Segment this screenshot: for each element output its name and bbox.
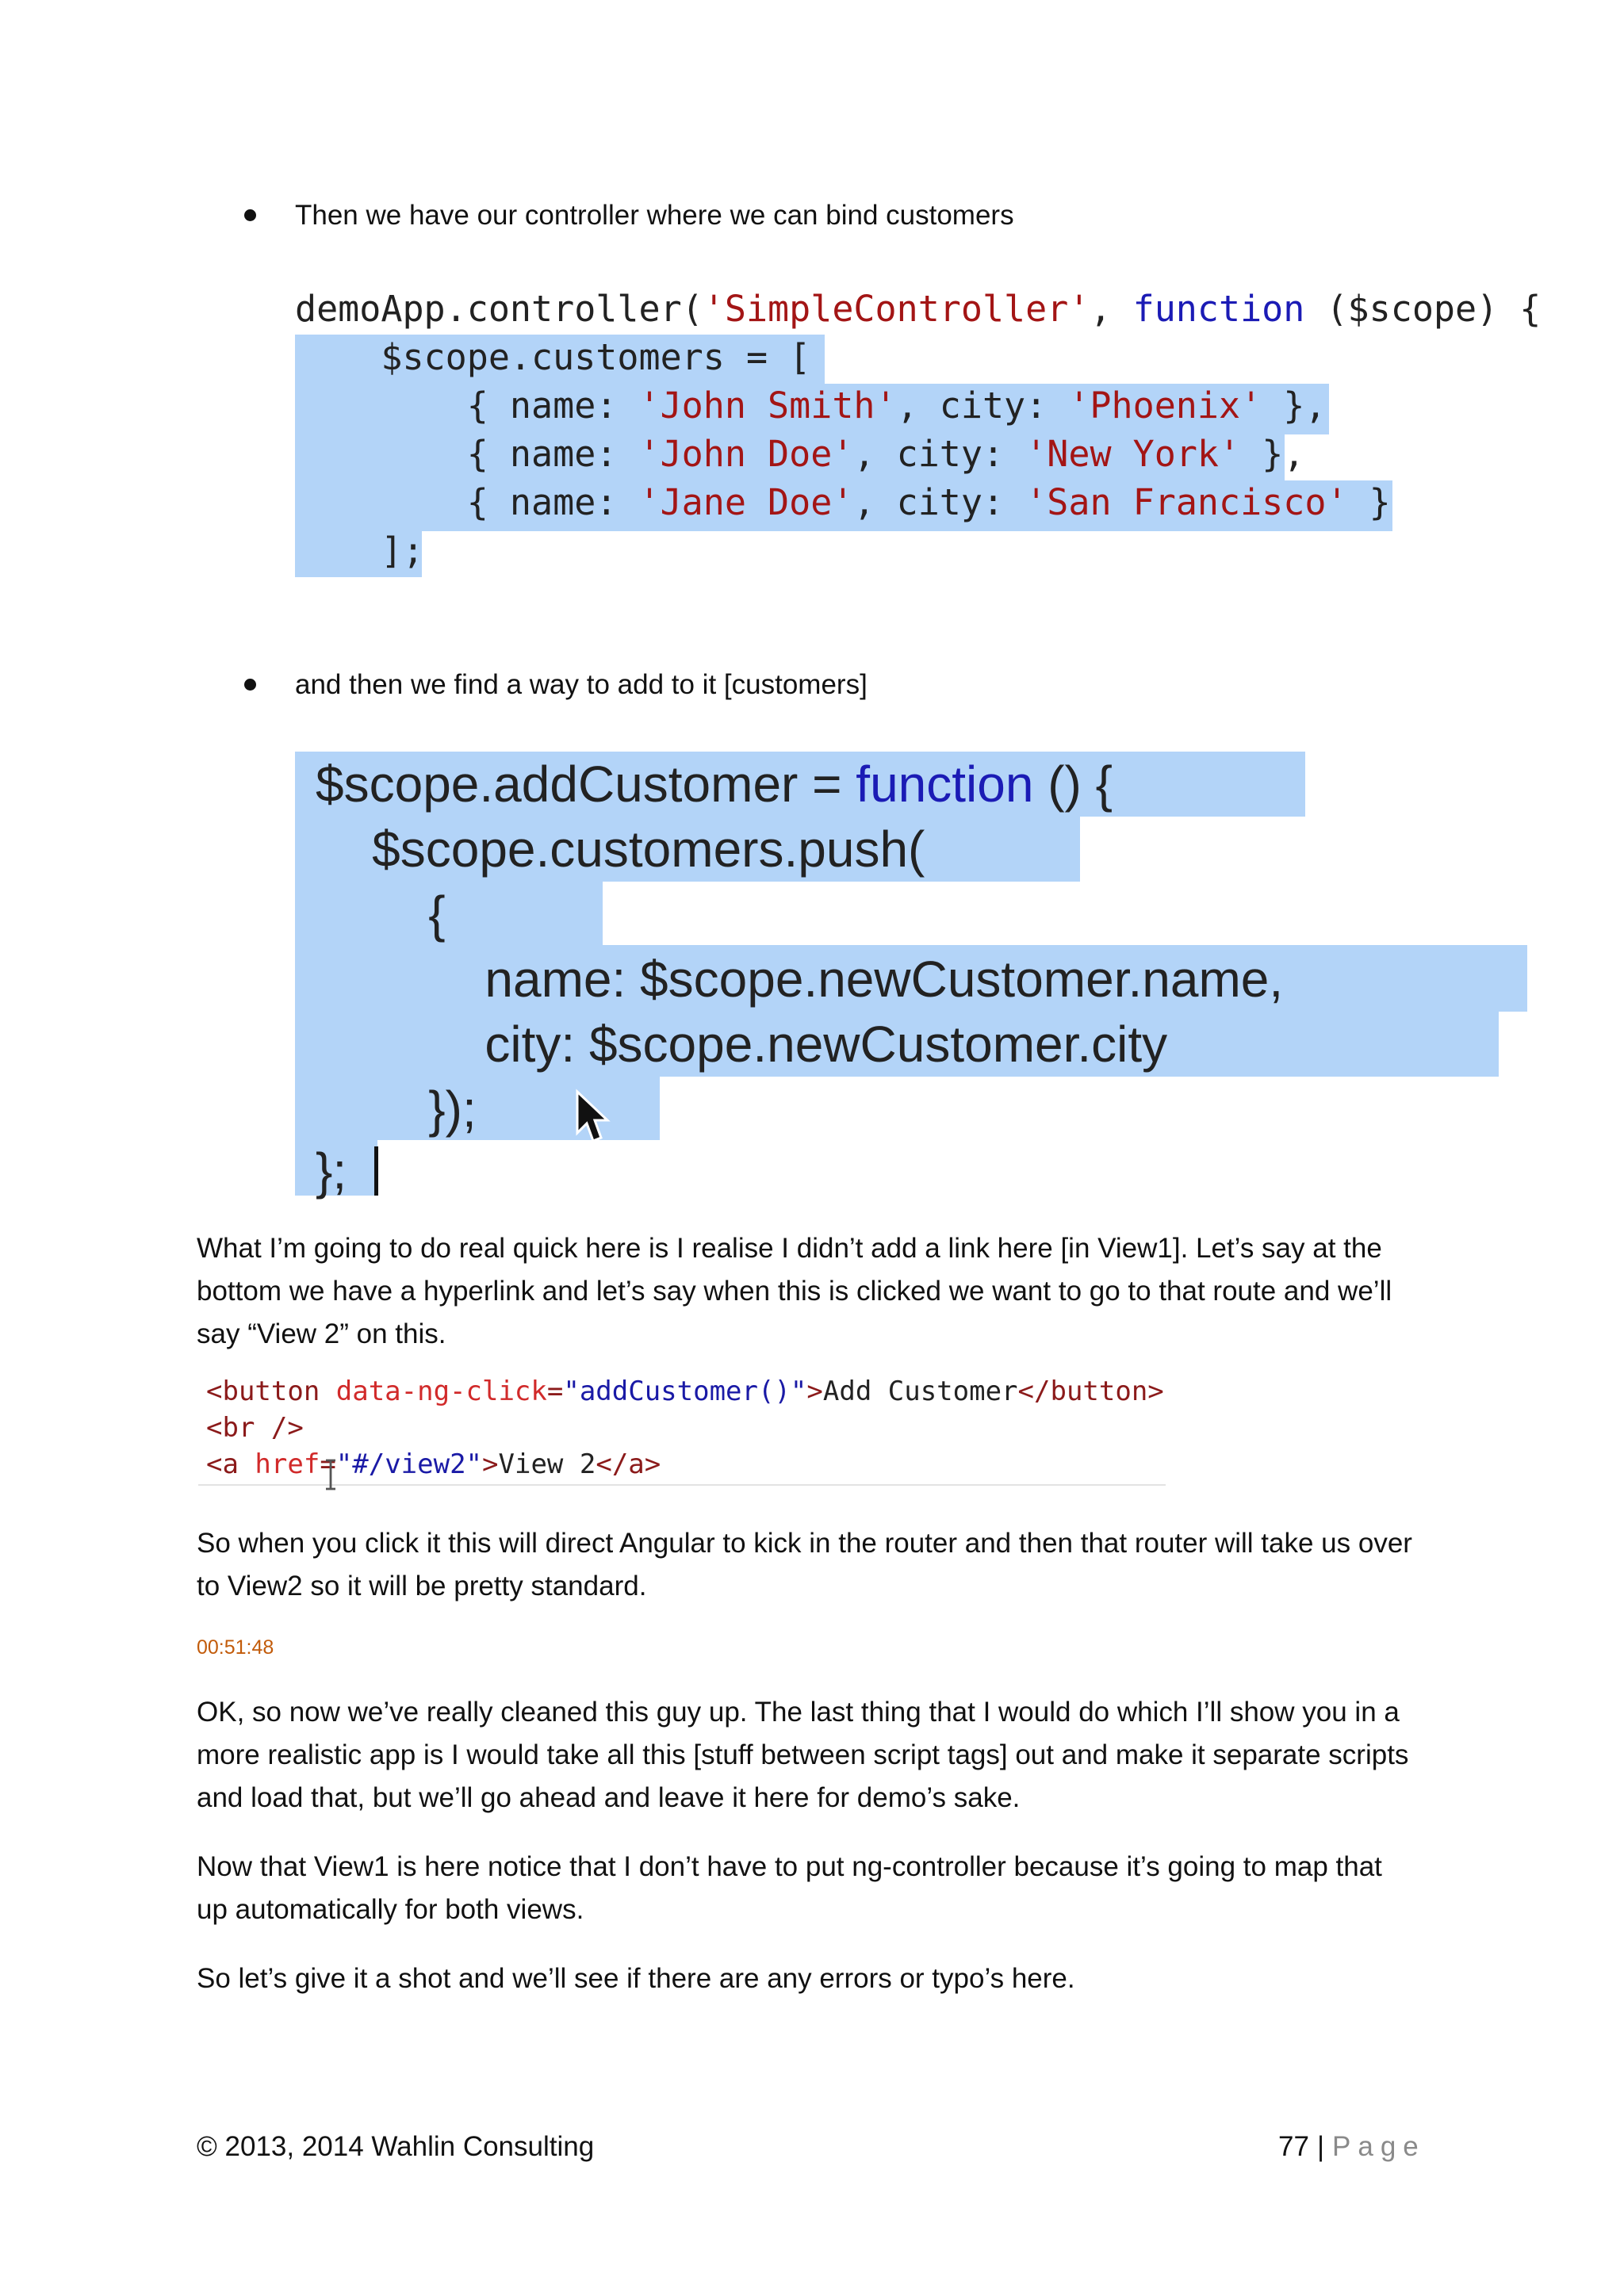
text-cursor-icon [323,1459,339,1490]
bullet-dot [244,679,256,691]
code-token: > [806,1376,823,1407]
code-token: "#/view2" [335,1448,483,1480]
footer-page-number [1278,2131,1426,2163]
paragraph [197,1227,1450,1356]
code-token: { name: [295,385,639,427]
code-token: ($scope) { [1304,288,1542,330]
code-line [295,430,1304,478]
code-token: 'San Francisco' [1025,481,1348,523]
code-token: demoApp.controller( [295,288,703,330]
code-token: $scope.customers = [ [295,336,811,378]
bullet-text: Then we have our controller where we can bind customers [295,200,1014,231]
code-token: name: $scope.newCustomer.name, [316,951,1284,1008]
code-line [295,382,1326,430]
code-token: 'New York' [1025,433,1241,475]
code-line [316,1012,1167,1077]
code-line [316,1077,477,1142]
timestamp: 00:51:48 [197,1636,274,1659]
code-token: 'John Doe' [638,433,854,475]
code-token: "addCustomer()" [563,1376,807,1407]
code-line [206,1410,304,1446]
code-token: View 2 [498,1448,596,1480]
code-token: } [1347,481,1391,523]
page-number: 77 [1278,2131,1309,2162]
code-token: $scope.customers.push( [316,821,925,878]
paragraph-line: to View2 so it will be pretty standard. [197,1571,647,1601]
code-snippet-controller [295,285,1542,579]
code-token: </a> [596,1448,661,1480]
code-line [295,527,424,575]
code-line [316,817,925,882]
code-token: = [546,1376,564,1407]
paragraph-line: say “View 2” on this. [197,1318,446,1349]
page-label: Page [1332,2131,1426,2162]
code-token: }; [316,1142,347,1200]
code-token: , city: [853,481,1026,523]
paragraph [197,1846,1450,1931]
bullet-dot [244,209,256,221]
code-token: }, [1240,433,1305,475]
text-caret [374,1146,378,1196]
code-line [316,947,1283,1012]
mouse-pointer-icon [574,1089,619,1146]
paragraph-line: bottom we have a hyperlink and let’s say when this is clicked we want to go to that route and we’ll [197,1276,1392,1307]
code-token: $scope.addCustomer = [316,756,856,813]
paragraph-line: more realistic app is I would take all this [stuff between script tags] out and make it separate scripts [197,1739,1409,1770]
code-token: <button [206,1376,336,1407]
code-token: { name: [295,481,639,523]
paragraph-line: and load that, but we’ll go ahead and leave it here for demo’s sake. [197,1782,1021,1813]
page-separator: | [1316,2131,1325,2162]
footer-copyright: © 2013, 2014 Wahlin Consulting [197,2131,595,2162]
code-token: href [255,1448,320,1480]
code-token: data-ng-click [335,1376,547,1407]
code-token: function [1132,288,1305,330]
code-token: , [1090,288,1133,330]
paragraph [197,1522,1450,1608]
code-snippet-add-customer [295,752,1532,1200]
bullet-text: and then we find a way to add to it [customers] [295,669,868,700]
code-line [295,285,1541,333]
paragraph-line: up automatically for both views. [197,1894,584,1925]
code-line [206,1446,661,1483]
code-line [316,1138,347,1203]
code-token: function [856,756,1034,813]
code-token: }); [316,1081,477,1138]
code-line [295,479,1391,526]
paragraph [197,1957,1450,2000]
code-token: , city: [896,385,1069,427]
code-token: 'Jane Doe' [638,481,854,523]
code-token: 'John Smith' [638,385,897,427]
code-token: }, [1262,385,1327,427]
paragraph-line: So when you click it this will direct Angular to kick in the router and then that router will take us over [197,1528,1412,1559]
code-line [316,752,1113,817]
code-token: = [320,1448,336,1480]
code-token: () { [1033,756,1113,813]
code-token: Add Customer [822,1376,1018,1407]
code-token: ]; [295,530,424,572]
code-token: { name: [295,433,639,475]
paragraph [197,1691,1450,1820]
paragraph-line: So let’s give it a shot and we’ll see if there are any errors or typo’s here. [197,1963,1075,1994]
code-token: <br /> [206,1412,304,1444]
code-snippet-html [198,1373,1166,1492]
code-token: { [316,886,446,943]
divider [198,1484,1166,1486]
code-token: <a [206,1448,255,1480]
code-line [206,1373,1164,1410]
code-token: </button> [1017,1376,1164,1407]
code-token: 'Phoenix' [1068,385,1262,427]
code-token: , city: [853,433,1026,475]
paragraph-line: Now that View1 is here notice that I don’t have to put ng-controller because it’s going to map that [197,1851,1382,1882]
code-token: city: $scope.newCustomer.city [316,1016,1168,1073]
code-line [295,334,810,381]
paragraph-line: What I’m going to do real quick here is I realise I didn’t add a link here [in View1]. Let’s say at the [197,1233,1382,1264]
code-line [316,882,446,947]
code-token: 'SimpleController' [703,288,1090,330]
code-token: > [482,1448,499,1480]
paragraph-line: OK, so now we’ve really cleaned this guy up. The last thing that I would do which I’ll show you in a [197,1697,1400,1728]
